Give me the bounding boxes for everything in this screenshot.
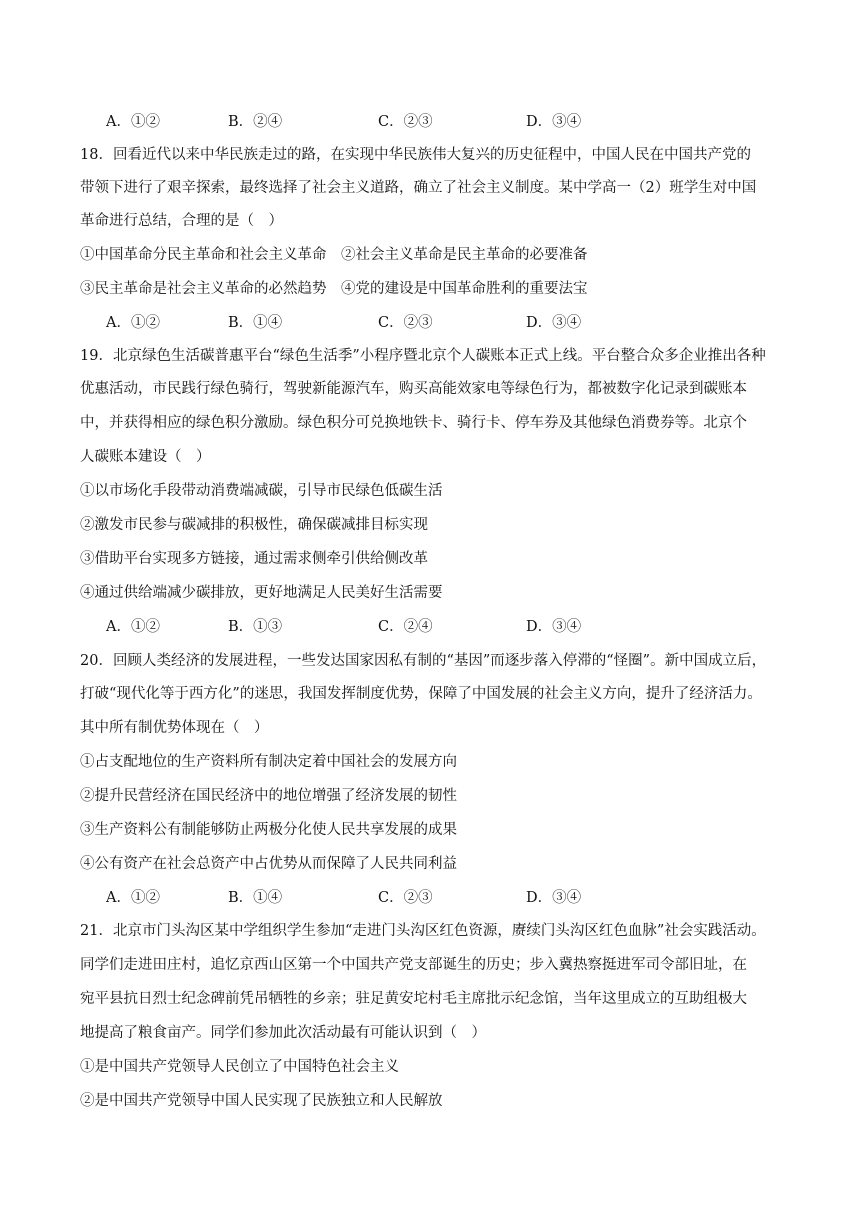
q18-option-a[interactable]: A．①② (106, 315, 160, 331)
q18-option-c[interactable]: C．②③ (378, 315, 433, 331)
q21-stem-line: 同学们走进田庄村，追忆京西山区第一个中国共产党支部诞生的历史；步入冀热察挺进军司令部旧址，在 (80, 957, 747, 973)
q17-options (80, 112, 780, 132)
q18-option-d[interactable]: D．③④ (526, 315, 582, 331)
q18-stem-line: 革命进行总结，合理的是（ ） (80, 213, 283, 229)
q17-option-d[interactable]: D．③④ (526, 114, 582, 130)
q20-statement: ②提升民营经济在国民经济中的地位增强了经济发展的韧性 (80, 788, 457, 804)
q20-statement: ④公有资产在社会总资产中占优势从而保障了人民共同利益 (80, 856, 457, 872)
q20-stem-line: 20．回顾人类经济的发展进程，一些发达国家因私有制的“基因”而逐步落入停滞的“怪圈”。新中国成立后， (80, 653, 767, 669)
q18-stem-line: 18．回看近代以来中华民族走过的路，在实现中华民族伟大复兴的历史征程中，中国人民在中国共产党的 (80, 147, 751, 163)
q20-stem-line: 打破“现代化等于西方化”的迷思，我国发挥制度优势，保障了中国发展的社会主义方向，提升了经济活力。 (80, 686, 762, 702)
q18-stem-line: 带领下进行了艰辛探索，最终选择了社会主义道路，确立了社会主义制度。某中学高一（2）班学生对中国 (80, 180, 757, 196)
q18-statement: ①中国革命分民主革命和社会主义革命 ②社会主义革命是民主革命的必要准备 (80, 247, 588, 263)
q17-option-b[interactable]: B．②④ (228, 114, 283, 130)
q19-option-d[interactable]: D．③④ (526, 619, 582, 635)
q19-options (80, 617, 780, 637)
q19-stem-line: 中，并获得相应的绿色积分激励。绿色积分可兑换地铁卡、骑行卡、停车券及其他绿色消费券等。北京个 (80, 415, 747, 431)
q18-option-b[interactable]: B．①④ (228, 315, 283, 331)
q19-statement: ③借助平台实现多方链接，通过需求侧牵引供给侧改革 (80, 551, 428, 567)
q19-stem-line: 人碳账本建设（ ） (80, 449, 211, 465)
q18-options (80, 313, 780, 333)
q20-option-d[interactable]: D．③④ (526, 890, 582, 906)
q19-option-c[interactable]: C．②④ (378, 619, 433, 635)
q21-stem-line: 地提高了粮食亩产。同学们参加此次活动最有可能认识到（ ） (80, 1025, 486, 1041)
q20-statement: ③生产资料公有制能够防止两极分化使人民共享发展的成果 (80, 822, 457, 838)
q20-statement: ①占支配地位的生产资料所有制决定着中国社会的发展方向 (80, 754, 457, 770)
q21-statement: ①是中国共产党领导人民创立了中国特色社会主义 (80, 1059, 399, 1075)
q20-option-c[interactable]: C．②③ (378, 890, 433, 906)
q19-stem-line: 优惠活动，市民践行绿色骑行，驾驶新能源汽车，购买高能效家电等绿色行为，都被数字化记录到碳账本 (80, 381, 747, 397)
q19-statement: ②激发市民参与碳减排的积极性，确保碳减排目标实现 (80, 517, 428, 533)
q21-statement: ②是中国共产党领导中国人民实现了民族独立和人民解放 (80, 1093, 443, 1109)
q21-stem-line: 21．北京市门头沟区某中学组织学生参加“走进门头沟区红色资源，赓续门头沟区红色血脉”社会实践活动。 (80, 923, 766, 939)
q20-option-b[interactable]: B．①④ (228, 890, 283, 906)
q19-statement: ④通过供给端减少碳排放，更好地满足人民美好生活需要 (80, 585, 443, 601)
q19-option-a[interactable]: A．①② (106, 619, 160, 635)
q20-stem-line: 其中所有制优势体现在（ ） (80, 720, 269, 736)
q20-option-a[interactable]: A．①② (106, 890, 160, 906)
q18-statement: ③民主革命是社会主义革命的必然趋势 ④党的建设是中国革命胜利的重要法宝 (80, 281, 588, 297)
q21-stem-line: 宛平县抗日烈士纪念碑前凭吊牺牲的乡亲；驻足黄安坨村毛主席批示纪念馆，当年这里成立的互助组极大 (80, 991, 747, 1007)
q20-options (80, 888, 780, 908)
q19-option-b[interactable]: B．①③ (228, 619, 283, 635)
q19-statement: ①以市场化手段带动消费端减碳，引导市民绿色低碳生活 (80, 483, 443, 499)
q17-option-a[interactable]: A．①② (106, 114, 160, 130)
q17-option-c[interactable]: C．②③ (378, 114, 433, 130)
q19-stem-line: 19．北京绿色生活碳普惠平台“绿色生活季”小程序暨北京个人碳账本正式上线。平台整合众多企业推出各种 (80, 348, 766, 364)
